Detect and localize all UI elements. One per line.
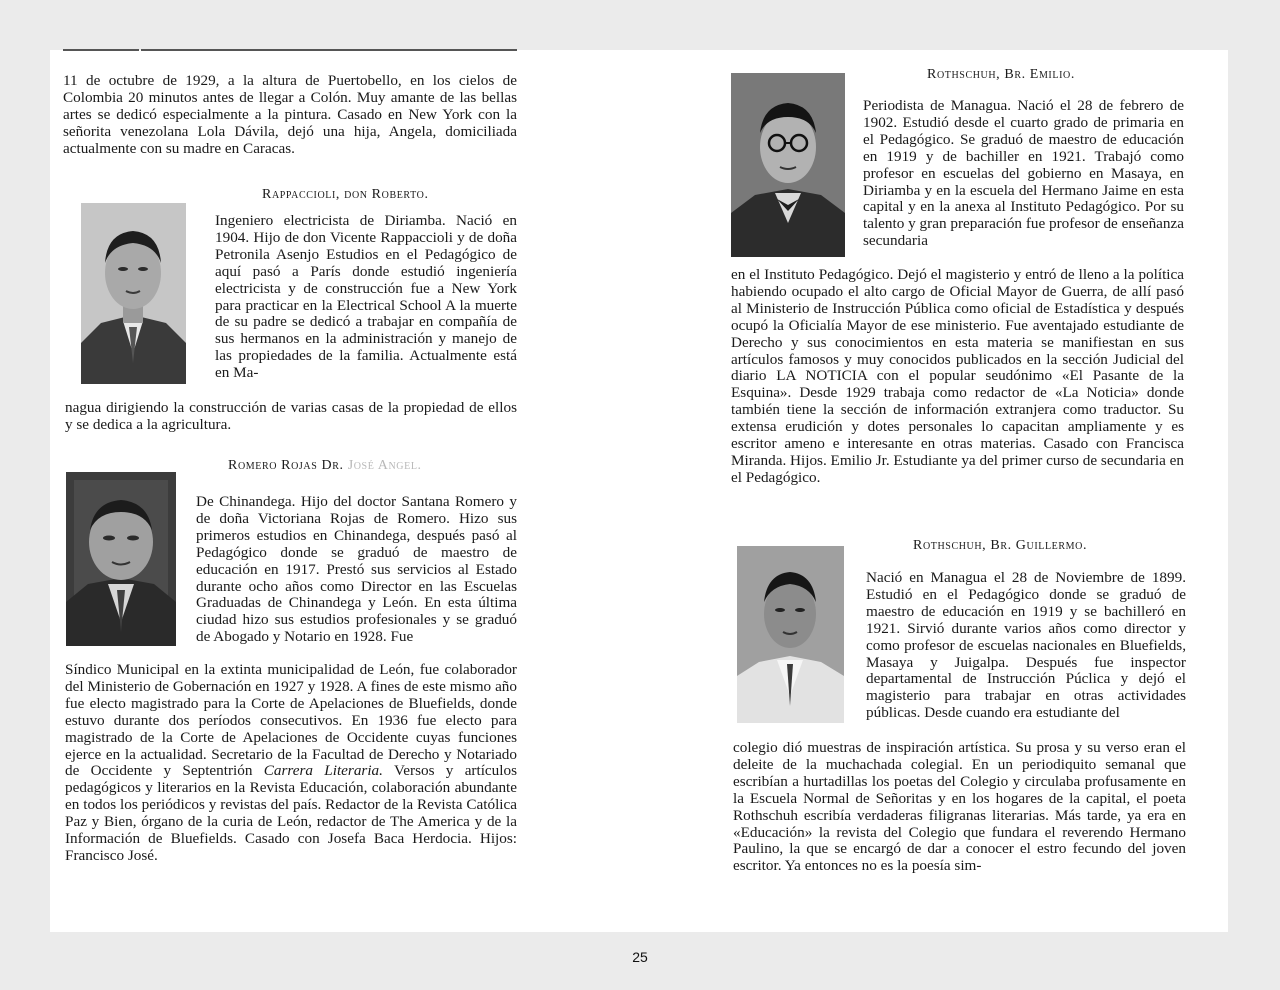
entry-text-below-romero-rojas: [65, 662, 517, 865]
entry-name-rothschuh-guillermo: Rothschuh, Br. Guillermo.: [913, 538, 1088, 553]
top-rule-left-1: [63, 49, 139, 51]
entry-name-romero-rojas: [228, 458, 422, 474]
entry-text-below-rothschuh-guillermo: colegio dió muestras de inspiración artística. Su prosa y su verso eran el deleite de la muchachada colegial. En un periodiquito semanal que escribían a hurtadillas los poetas del Colegio y circulaba profusamente en la Escuela Normal de Señoritas y en los hogares de la capital, el poeta Rothschuh escribía verdaderas filigranas literarias. Más tarde, ya era en «Educación» la revista del Colegio que fundara el reverendo Hermano Paulino, la que se encargó de dar a conocer el estro fecundo del joven escritor. Ya entonces no es la poesía sim-: [733, 739, 1186, 875]
portrait-photo-rothschuh-guillermo: [737, 546, 844, 723]
entry-name-romero-rojas-visible: Romero Rojas Dr.: [228, 458, 344, 473]
page-number: 25: [632, 949, 648, 965]
entry-text-beside-romero-rojas: De Chinandega. Hijo del doctor Santana Romero y de doña Victoriana Rojas de Romero. Hizo sus primeros estudios en Chinandega, después pasó al Pedagógico donde se graduó de maestro de educación en 1917. Prestó sus servicios al Estado durante ocho años como Director en las Escuelas Graduadas de Chinandega y León. En esta última ciudad hizo sus estudios profesionales y se graduó de Abogado y Notario en 1928. Fue: [196, 493, 517, 646]
top-rule-left-2: [141, 49, 517, 51]
entry-text-beside-rappaccioli: Ingeniero electricista de Diriamba. Nació en 1904. Hijo de don Vicente Rappaccioli y de doña Petronila Asenjo Estudios en el Pedagógico de aquí pasó a París donde estudió ingeniería electricista y de construcción fue a New York para practicar en la Electrical School A la muerte de su padre se dedicó a trabajar en compañía de sus hermanos en la administración y manejo de las propiedades de la familia. Actualmente está en Ma-: [215, 212, 517, 382]
entry-name-rappaccioli: Rappaccioli, don Roberto.: [262, 187, 429, 202]
entry-text-below-romero-rojas-part1: Síndico Municipal en la extinta municipalidad de León, fue colaborador del Ministerio de Gobernación en 1927 y 1928. A fines de este mismo año fue electo magistrado para la Corte de Apelaciones de Bluefields, donde estuvo durante dos períodos consecutivos. En 1936 fue electo para magistrado de la Corte de Apelaciones de Occidente cuyas funciones ejerce en la actualidad. Secretario de la Facultad de Derecho y Notariado de Occidente y Septentrión: [65, 661, 517, 780]
portrait-photo-romero-rojas: [66, 472, 176, 646]
entry-text-beside-rothschuh-emilio: Periodista de Managua. Nació el 28 de febrero de 1902. Estudió desde el cuarto grado de primaria en el Pedagógico. Se graduó de maestro de educación en 1919 y de bachiller en 1921. Trabajó como profesor en escuelas del gobierno en Masaya, en Diriamba y en la escuela del Hermano Jaime en esta capital y en la anexa al Instituto Pedagógico. Por su talento y gran preparación fue profesor de enseñanza secundaria: [863, 97, 1184, 250]
portrait-photo-rappaccioli: [81, 203, 186, 384]
entry-name-rothschuh-emilio: Rothschuh, Br. Emilio.: [927, 67, 1075, 82]
entry-name-romero-rojas-faded: José Angel.: [347, 458, 422, 473]
entry-italic-carrera-literaria: Carrera Literaria.: [263, 762, 383, 780]
portrait-photo-rothschuh-emilio: [731, 73, 845, 257]
entry-text-below-rothschuh-emilio: en el Instituto Pedagógico. Dejó el magisterio y entró de lleno a la política habiendo ocupado el alto cargo de Oficial Mayor de Guerra, de allí pasó al Ministerio de Instrucción Pública como oficial de Estadística y después ocupó la Oficialía Mayor de ese ministerio. Fue aventajado estudiante de Derecho y sus conocimientos en esta materia se manifiestan en sus artículos famosos y muy conocidos publicados en la sección Judicial del diario LA NOTICIA con el popular seudónimo «El Pasante de la Esquina». Desde 1929 trabaja como redactor de «La Noticia» donde también tiene la sección de información extranjera como traductor. Su extensa erudición y dotes personales lo capacitan ampliamente y es escritor ameno e interesante en otras materias. Casado con Francisca Miranda. Hijos. Emilio Jr. Estudiante ya del primer curso de secundaria en el Pedagógico.: [731, 266, 1184, 486]
entry-text-below-rappaccioli: nagua dirigiendo la construcción de varias casas de la propiedad de ellos y se dedica a la agricultura.: [65, 399, 517, 433]
entry-text-beside-rothschuh-guillermo: Nació en Managua el 28 de Noviembre de 1899. Estudió en el Pedagógico donde se graduó de maestro de educación en 1919 y se bachilleró en 1921. Sirvió durante varios años como director y como profesor de escuelas nacionales en Bluefields, Masaya y Juigalpa. Después fue inspector departamental de Instrucción Púclica y dejó el magisterio para trabajar en otras actividades públicas. Desde cuando era estudiante del: [866, 569, 1186, 722]
intro-paragraph: 11 de octubre de 1929, a la altura de Puertobello, en los cielos de Colombia 20 minutos antes de llegar a Colón. Muy amante de las bellas artes se dedicó especialmente a la pintura. Casado en New York con la señorita venezolana Lola Dávila, dejó una hija, Angela, domiciliada actualmente con su madre en Caracas.: [63, 72, 517, 157]
entry-text-below-romero-rojas-part2: Versos y artículos pedagógicos y literarios en la Revista Educación, colaboración abundante en todos los periódicos y revistas del país. Redactor de la Revista Católica Paz y Bien, órgano de la curia de León, redactor de The America y de la Información de Bluefields. Casado con Josefa Baca Herdocia. Hijos: Francisco José.: [65, 762, 517, 864]
